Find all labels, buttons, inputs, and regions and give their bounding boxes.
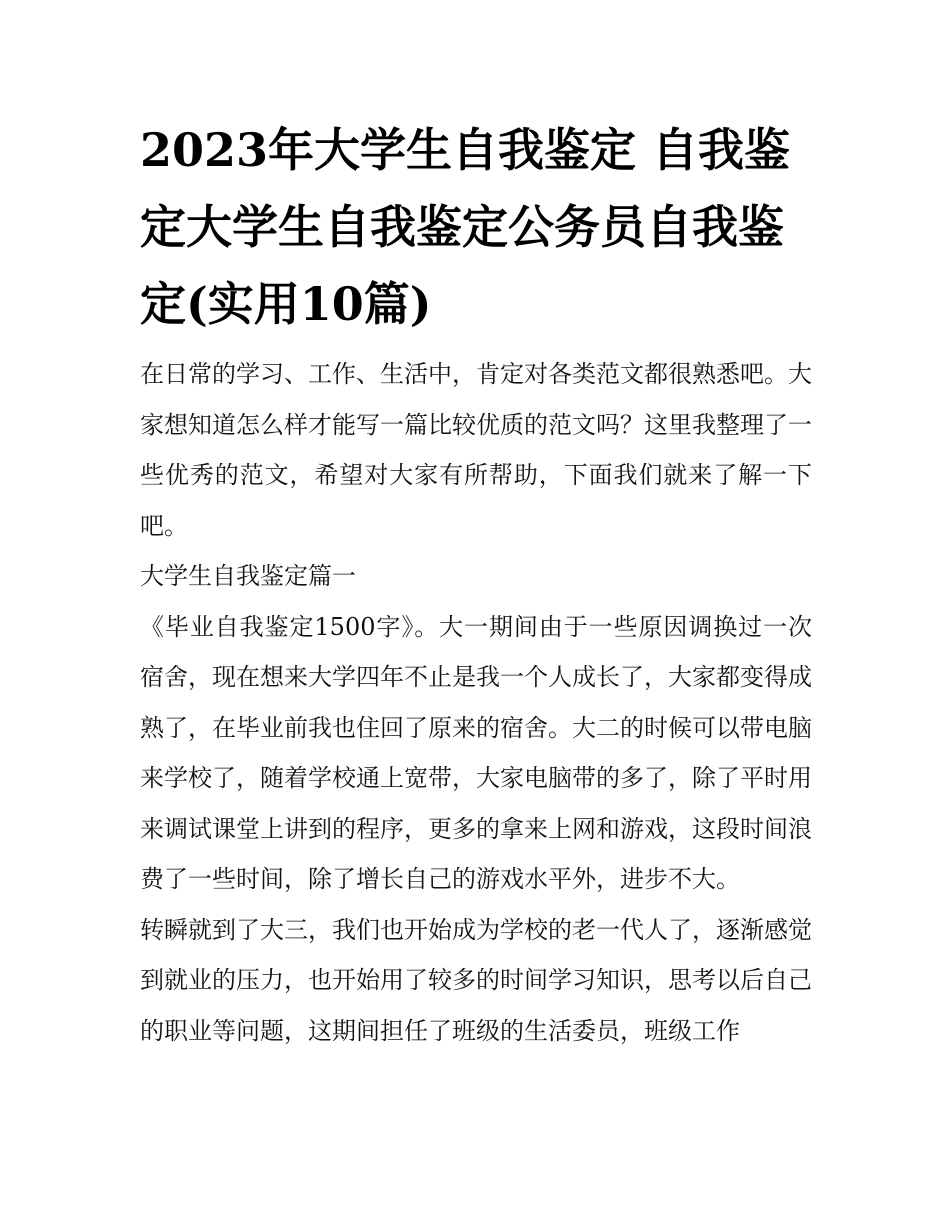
document-title: 2023年大学生自我鉴定 自我鉴定大学生自我鉴定公务员自我鉴定(实用10篇) [140,123,791,331]
intro-paragraph: 在日常的学习、工作、生活中，肯定对各类范文都很熟悉吧。大家想知道怎么样才能写一篇比较优质的范文吗？这里我整理了一些优秀的范文，希望对大家有所帮助，下面我们就来了解一下吧。 [140,360,812,540]
body-paragraph-2: 转瞬就到了大三，我们也开始成为学校的老一代人了，逐渐感觉到就业的压力，也开始用了较多的时间学习知识，思考以后自己的职业等问题，这期间担任了班级的生活委员，班级工作 [140,915,812,1045]
body-paragraph-1: 《毕业自我鉴定1500字》。大一期间由于一些原因调换过一次宿舍，现在想来大学四年不止是我一个人成长了，大家都变得成熟了，在毕业前我也住回了原来的宿舍。大二的时候可以带电脑来学校了，随着学校通上宽带，大家电脑带的多了，除了平时用来调试课堂上讲到的程序，更多的拿来上网和游戏，这段时间浪费了一些时间，除了增长自己的游戏水平外，进步不大。 [140,612,812,893]
document-body [140,112,812,1056]
section-heading: 大学生自我鉴定篇一 [140,562,356,590]
